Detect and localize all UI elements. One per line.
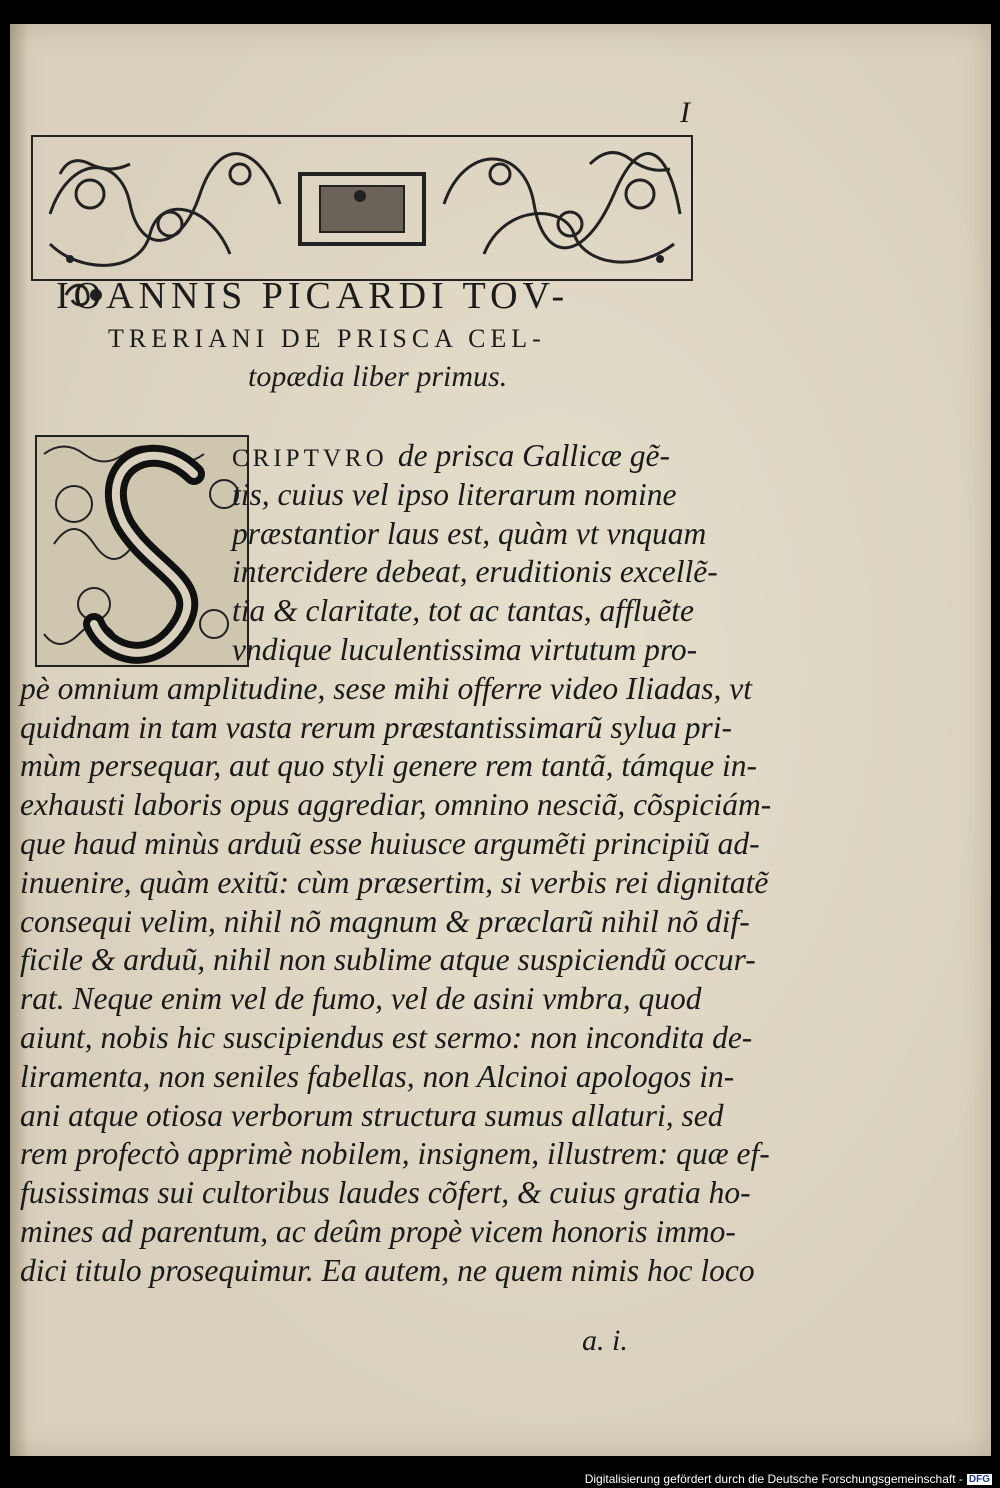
text-line: pè omnium amplitudine, sese mihi offerre video Iliadas, vt [20, 670, 752, 706]
text-line: præstantior laus est, quàm vt vnquam [232, 515, 707, 551]
text-line: exhausti laboris opus aggrediar, omnino nesciã, cõspiciám- [20, 787, 772, 823]
title-line-3: topædia liber primus. [248, 360, 508, 393]
text-line: liramenta, non seniles fabellas, non Alcinoi apologos in- [20, 1058, 735, 1094]
title-line-1: IOANNIS PICARDI TOV- [56, 275, 570, 317]
smallcaps-opening: CRIPTVRO [232, 445, 398, 472]
text-line: CRIPTVRO de prisca Gallicæ gẽ- [232, 438, 670, 473]
body-text [10, 24, 991, 1456]
text-line: quidnam in tam vasta rerum præstantissimarũ sylua pri- [20, 709, 732, 745]
text-line: dici titulo prosequimur. Ea autem, ne quem nimis hoc loco [20, 1252, 755, 1288]
text-line: aiunt, nobis hic suscipiendus est sermo: non incondita de- [20, 1020, 753, 1055]
text-line: mines ad parentum, ac deûm propè vicem honoris immo- [20, 1214, 736, 1249]
text-line: vndique luculentissima virtutum pro- [232, 632, 698, 667]
page-number: I [680, 96, 690, 129]
signature-mark: a. i. [582, 1324, 628, 1357]
title-line-2: TRERIANI DE PRISCA CEL- [108, 324, 546, 353]
text-line: rem profectò apprimè nobilem, insignem, illustrem: quæ ef- [20, 1136, 770, 1172]
text-line: intercidere debeat, eruditionis excellẽ- [232, 554, 718, 590]
text-line: fusissimas sui cultoribus laudes cõfert, & cuius gratia ho- [20, 1175, 751, 1211]
dfg-logo: DFG [968, 1473, 990, 1485]
footer [585, 1472, 992, 1486]
text-line: consequi velim, nihil nõ magnum & præclarũ nihil nõ dif- [20, 903, 750, 939]
text-line: inuenire, quàm exitũ: cùm præsertim, si verbis rei dignitatẽ [20, 864, 769, 900]
footer-credit: Digitalisierung gefördert durch die Deutsche Forschungsgemeinschaft - [584, 1472, 963, 1486]
text-line: ani atque otiosa verborum structura sumus allaturi, sed [20, 1097, 724, 1133]
text-line: ficile & arduũ, nihil non sublime atque suspiciendũ occur- [20, 942, 756, 978]
text-line: rat. Neque enim vel de fumo, vel de asini vmbra, quod [20, 981, 702, 1017]
text-line: tis, cuius vel ipso literarum nomine [232, 476, 677, 512]
book-page [10, 24, 991, 1456]
text-line: que haud minùs arduũ esse huiusce argumẽti principiũ ad- [20, 826, 760, 861]
text-line: mùm persequar, aut quo styli genere rem tantã, támque in- [20, 748, 757, 784]
text-line: tia & claritate, tot ac tantas, affluẽte [232, 593, 694, 629]
